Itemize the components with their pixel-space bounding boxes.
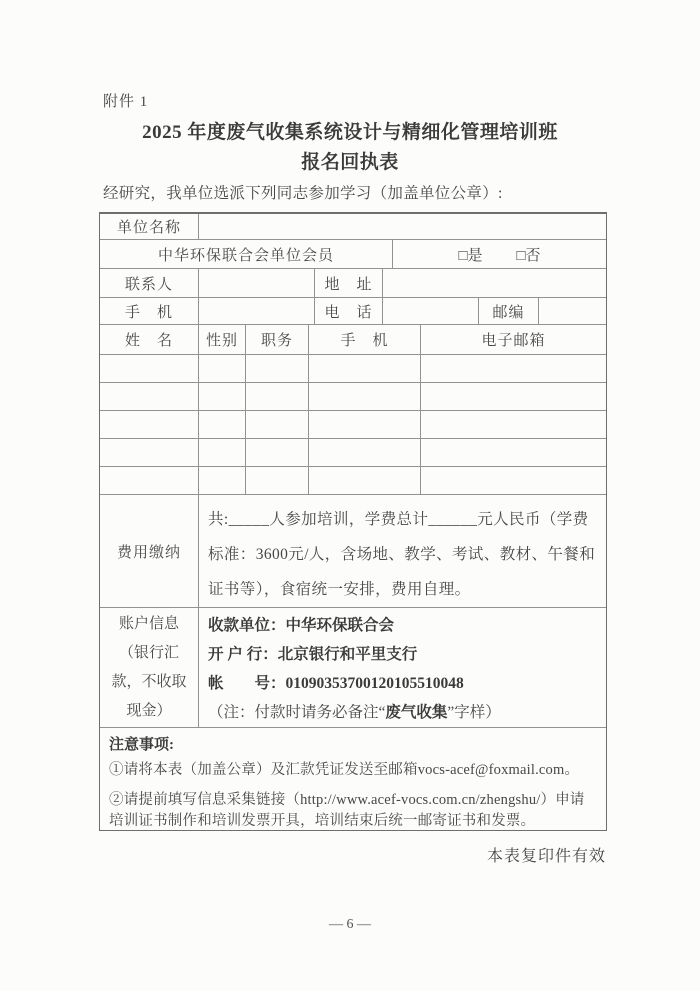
attendee-header-email: 电子邮箱 xyxy=(481,333,546,349)
account-label-line: 款，不收取 xyxy=(111,673,187,690)
unit-name-value-cell xyxy=(199,214,606,239)
attendee-cell xyxy=(199,439,246,466)
mobile-value-cell xyxy=(199,298,315,324)
attendee-cell xyxy=(421,411,606,438)
attendee-cell xyxy=(421,355,606,382)
attendee-cell xyxy=(199,411,246,438)
postcode-label: 邮编 xyxy=(479,298,539,324)
account-details xyxy=(199,608,606,727)
intro-text: 经研究，我单位选派下列同志参加学习（加盖单位公章）: xyxy=(103,185,503,202)
document-title xyxy=(0,118,700,178)
attendee-cell xyxy=(100,411,199,438)
page-number: — 6 — xyxy=(329,917,371,932)
note-item-2: ②请提前填写信息采集链接（http://www.acef-vocs.com.cn/zhengshu/）申请培训证书制作和培训发票开具，培训结束后统一邮寄证书和发票。 xyxy=(109,792,585,829)
account-bank: 开 户 行：北京银行和平里支行 xyxy=(208,646,418,663)
attendee-cell xyxy=(246,383,309,410)
mobile-label: 手 机 xyxy=(100,298,199,324)
notes-content xyxy=(100,728,606,841)
fee-label: 费用缴纳 xyxy=(100,495,199,607)
copy-valid-note: 本表复印件有效 xyxy=(486,848,606,865)
account-note-prefix: （注：付款时请务必备注“ xyxy=(208,704,386,721)
account-payee: 收款单位：中华环保联合会 xyxy=(208,617,395,634)
attendee-header-mobile: 手 机 xyxy=(309,325,421,354)
unit-name-row xyxy=(100,214,606,240)
account-note xyxy=(208,698,600,727)
account-number: 帐 号：01090353700120105510048 xyxy=(208,675,464,692)
attendee-cell xyxy=(100,355,199,382)
attendee-cell xyxy=(246,411,309,438)
account-label-line: 现金） xyxy=(126,702,172,719)
attendee-cell xyxy=(199,467,246,494)
fee-row xyxy=(100,495,606,608)
attendee-cell xyxy=(199,383,246,410)
member-row xyxy=(100,240,606,269)
note-item-1: ①请将本表（加盖公章）及汇款凭证发送至邮箱vocs-acef@foxmail.com。 xyxy=(109,762,580,778)
checkbox-no: □否 xyxy=(516,247,541,264)
attendee-cell xyxy=(309,467,421,494)
attendee-cell xyxy=(309,355,421,382)
account-note-suffix: ”字样） xyxy=(447,704,501,721)
attendee-cell xyxy=(100,383,199,410)
phone-value-cell xyxy=(383,298,479,324)
attendee-cell xyxy=(309,439,421,466)
account-label-line: 账户信息 xyxy=(118,615,179,632)
account-label xyxy=(100,608,199,727)
attendee-cell xyxy=(421,383,606,410)
member-options-cell xyxy=(393,240,606,268)
postcode-value-cell xyxy=(539,298,606,324)
notes-row xyxy=(100,728,606,830)
attendee-cell xyxy=(421,439,606,466)
attendee-row xyxy=(100,439,606,467)
attendee-cell xyxy=(100,439,199,466)
attendee-cell xyxy=(246,355,309,382)
attendee-cell xyxy=(199,355,246,382)
attendee-cell xyxy=(309,411,421,438)
registration-form-table xyxy=(99,212,607,831)
attendee-cell xyxy=(309,383,421,410)
account-row xyxy=(100,608,606,728)
attendee-header-name: 姓 名 xyxy=(100,325,199,354)
attendee-header-row xyxy=(100,325,606,355)
attachment-label: 附件 1 xyxy=(103,94,149,110)
phone-label: 电 话 xyxy=(315,298,383,324)
attendee-cell xyxy=(100,467,199,494)
account-label-line: （银行汇 xyxy=(118,644,179,661)
contact-label: 联系人 xyxy=(100,269,199,297)
attendee-header-gender: 性别 xyxy=(199,325,246,354)
fee-text: 共:_____人参加培训，学费总计______元人民币（学费标准：3600元/人，含场地、教学、考试、教材、午餐和证书等），食宿统一安排，费用自理。 xyxy=(208,511,596,598)
attendee-row xyxy=(100,411,606,439)
attendee-header-position: 职务 xyxy=(246,325,309,354)
unit-name-label: 单位名称 xyxy=(100,214,199,239)
title-line-1: 2025 年度废气收集系统设计与精细化管理培训班 xyxy=(142,122,558,143)
checkbox-yes: □是 xyxy=(458,247,483,264)
address-value-cell xyxy=(383,269,606,297)
contact-row xyxy=(100,269,606,298)
mobile-row xyxy=(100,298,606,325)
address-label: 地 址 xyxy=(315,269,383,297)
contact-value-cell xyxy=(199,269,315,297)
attendee-row xyxy=(100,467,606,495)
notes-heading: 注意事项: xyxy=(109,737,174,753)
attendee-cell xyxy=(246,439,309,466)
attendee-cell xyxy=(421,467,606,494)
account-note-keyword: 废气收集 xyxy=(385,704,448,721)
attendee-cell xyxy=(246,467,309,494)
attendee-row xyxy=(100,355,606,383)
attendee-row xyxy=(100,383,606,411)
member-label: 中华环保联合会单位会员 xyxy=(100,240,393,268)
title-line-2: 报名回执表 xyxy=(301,152,399,173)
